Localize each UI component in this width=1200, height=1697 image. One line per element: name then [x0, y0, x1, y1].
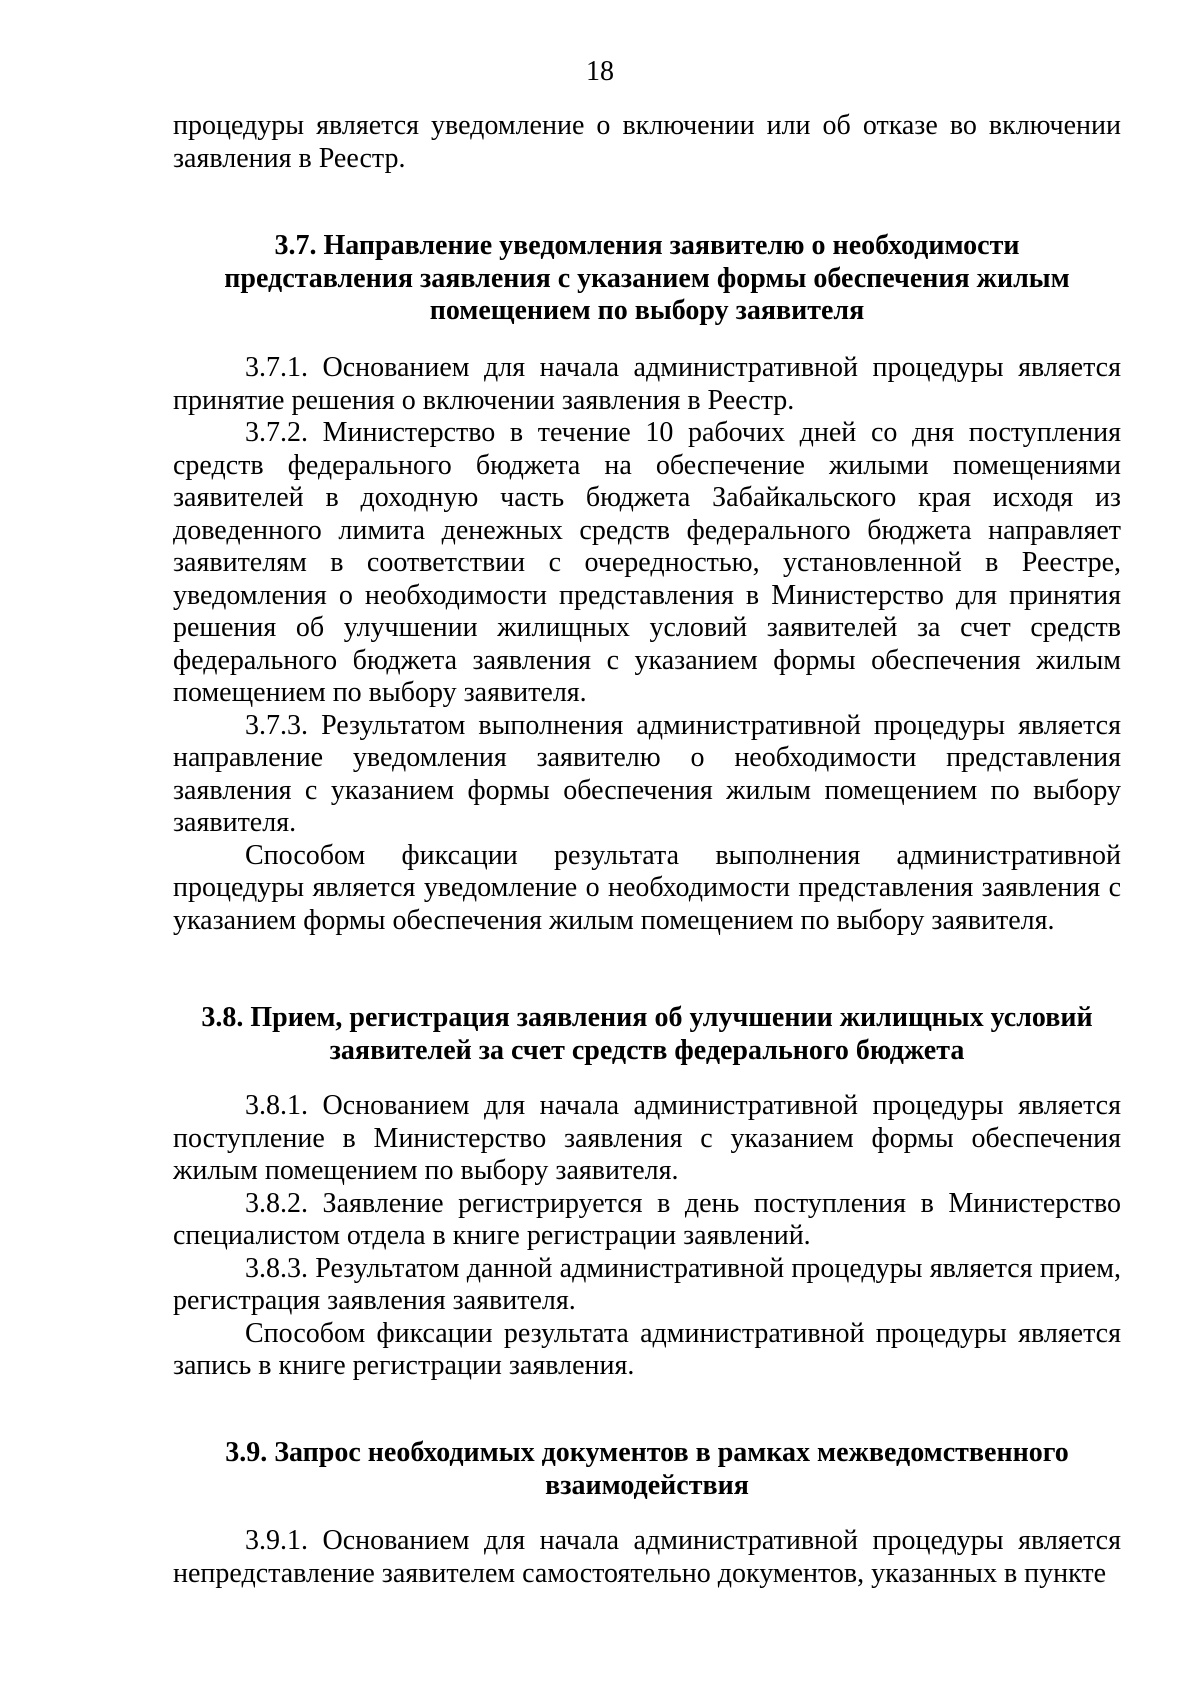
section-3-7-heading: 3.7. Направление уведомления заявителю о необходимости представления заявления с указанием формы обеспечения жилым помещением по выбору заявителя — [224, 230, 1070, 326]
paragraph-3-7-2: 3.7.2. Министерство в течение 10 рабочих дней со дня поступления средств федерального бюджета на обеспечение жилыми помещениями заявителей в доходную часть бюджета Забайкальского края исходя из доведенного лимита денежных средств федерального бюджета направляет заявителям в соответствии с очередностью, установленной в Реестре, уведомления о необходимости представления в Министерство для принятия решения об улучшении жилищных условий заявителей за счет средств федерального бюджета заявления с указанием формы обеспечения жилым помещением по выбору заявителя. — [173, 417, 1121, 708]
section-3-8-heading: 3.8. Прием, регистрация заявления об улучшении жилищных условий заявителей за счет средств федерального бюджета — [201, 1002, 1093, 1066]
page-number: 18 — [586, 56, 614, 87]
section-3-7-body — [173, 352, 1121, 937]
paragraph-3-8-result: Способом фиксации результата административной процедуры является запись в книге регистрации заявления. — [173, 1317, 1121, 1381]
paragraph-3-7-1: 3.7.1. Основанием для начала административной процедуры является принятие решения о включении заявления в Реестр. — [173, 352, 1121, 416]
intro-paragraph: процедуры является уведомление о включении или об отказе во включении заявления в Реестр. — [173, 110, 1121, 174]
section-3-8-body — [173, 1090, 1121, 1383]
paragraph-3-7-result: Способом фиксации результата выполнения административной процедуры является уведомление о необходимости представления заявления с указанием формы обеспечения жилым помещением по выбору заявителя. — [173, 839, 1121, 936]
section-3-9-heading: 3.9. Запрос необходимых документов в рамках межведомственного взаимодействия — [225, 1437, 1069, 1501]
paragraph-3-8-3: 3.8.3. Результатом данной административной процедуры является прием, регистрация заявления заявителя. — [173, 1252, 1121, 1316]
section-3-9-body — [173, 1525, 1121, 1590]
paragraph-3-9-1: 3.9.1. Основанием для начала административной процедуры является непредставление заявителем самостоятельно документов, указанных в пункте — [173, 1525, 1121, 1589]
paragraph-3-7-3: 3.7.3. Результатом выполнения административной процедуры является направление уведомления заявителю о необходимости представления заявления с указанием формы обеспечения жилым помещением по выбору заявителя. — [173, 709, 1121, 838]
paragraph-3-8-1: 3.8.1. Основанием для начала административной процедуры является поступление в Министерство заявления с указанием формы обеспечения жилым помещением по выбору заявителя. — [173, 1090, 1121, 1186]
paragraph-3-8-2: 3.8.2. Заявление регистрируется в день поступления в Министерство специалистом отдела в книге регистрации заявлений. — [173, 1187, 1121, 1251]
